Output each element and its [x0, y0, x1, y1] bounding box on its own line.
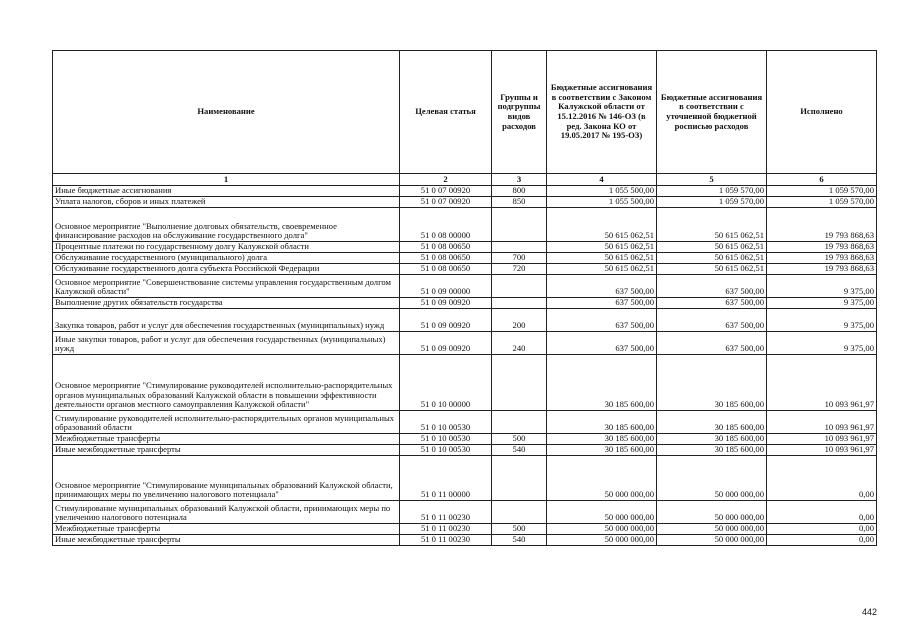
table-row	[53, 535, 877, 546]
table-row	[53, 208, 877, 242]
row-law-allocation: 1 055 500,00	[547, 186, 657, 197]
row-executed: 10 093 961,97	[767, 445, 877, 456]
table-row	[53, 186, 877, 197]
row-name: Основное мероприятие "Выполнение долговых обязательств, своевременное финансирование расходов на обслуживание государственного долга"	[53, 208, 400, 242]
row-target-article: 51 0 08 00650	[400, 242, 492, 253]
row-schedule-allocation: 50 615 062,51	[657, 253, 767, 264]
row-executed: 9 375,00	[767, 298, 877, 309]
row-law-allocation: 30 185 600,00	[547, 445, 657, 456]
row-schedule-allocation: 30 185 600,00	[657, 434, 767, 445]
table-body	[53, 186, 877, 546]
row-schedule-allocation: 50 000 000,00	[657, 501, 767, 524]
row-expense-group: 540	[492, 535, 547, 546]
row-law-allocation: 637 500,00	[547, 298, 657, 309]
row-name: Иные закупки товаров, работ и услуг для обеспечения государственных (муниципальных) нужд	[53, 332, 400, 355]
row-expense-group: 200	[492, 309, 547, 332]
column-number: 2	[400, 174, 492, 186]
row-target-article: 51 0 08 00000	[400, 208, 492, 242]
table-row	[53, 275, 877, 298]
row-target-article: 51 0 08 00650	[400, 253, 492, 264]
row-executed: 9 375,00	[767, 275, 877, 298]
row-target-article: 51 0 07 00920	[400, 186, 492, 197]
row-schedule-allocation: 1 059 570,00	[657, 197, 767, 208]
page-number: 442	[861, 607, 877, 617]
row-schedule-allocation: 30 185 600,00	[657, 445, 767, 456]
row-expense-group	[492, 275, 547, 298]
header-expense-groups: Группы и подгруппы видов расходов	[492, 51, 547, 174]
header-row	[53, 51, 877, 174]
row-law-allocation: 30 185 600,00	[547, 434, 657, 445]
row-law-allocation: 637 500,00	[547, 332, 657, 355]
table-row	[53, 253, 877, 264]
row-target-article: 51 0 09 00920	[400, 298, 492, 309]
row-schedule-allocation: 637 500,00	[657, 309, 767, 332]
column-number: 6	[767, 174, 877, 186]
row-target-article: 51 0 11 00000	[400, 456, 492, 501]
budget-execution-table	[52, 50, 877, 546]
row-expense-group	[492, 456, 547, 501]
header-name: Наименование	[53, 51, 400, 174]
row-target-article: 51 0 10 00530	[400, 445, 492, 456]
row-expense-group: 240	[492, 332, 547, 355]
row-law-allocation: 1 055 500,00	[547, 197, 657, 208]
row-schedule-allocation: 30 185 600,00	[657, 411, 767, 434]
row-target-article: 51 0 11 00230	[400, 524, 492, 535]
row-target-article: 51 0 07 00920	[400, 197, 492, 208]
row-executed: 10 093 961,97	[767, 434, 877, 445]
row-expense-group	[492, 411, 547, 434]
row-law-allocation: 30 185 600,00	[547, 411, 657, 434]
table-row	[53, 298, 877, 309]
row-target-article: 51 0 11 00230	[400, 535, 492, 546]
row-schedule-allocation: 50 000 000,00	[657, 535, 767, 546]
row-schedule-allocation: 637 500,00	[657, 298, 767, 309]
table-row	[53, 411, 877, 434]
row-schedule-allocation: 50 615 062,51	[657, 242, 767, 253]
row-expense-group: 700	[492, 253, 547, 264]
row-expense-group	[492, 242, 547, 253]
row-name: Основное мероприятие "Стимулирование руководителей исполнительно-распорядительных органов муниципальных образований Калужской области в повышении эффективности деятельности органов местного самоуправления Калужской области"	[53, 355, 400, 411]
row-executed: 19 793 868,63	[767, 264, 877, 275]
row-law-allocation: 50 000 000,00	[547, 524, 657, 535]
row-target-article: 51 0 10 00530	[400, 434, 492, 445]
table-row	[53, 242, 877, 253]
row-target-article: 51 0 11 00230	[400, 501, 492, 524]
row-name: Межбюджетные трансферты	[53, 434, 400, 445]
row-expense-group	[492, 208, 547, 242]
row-name: Процентные платежи по государственному долгу Калужской области	[53, 242, 400, 253]
table-row	[53, 309, 877, 332]
table-row	[53, 332, 877, 355]
row-target-article: 51 0 08 00650	[400, 264, 492, 275]
row-expense-group	[492, 298, 547, 309]
row-name: Иные бюджетные ассигнования	[53, 186, 400, 197]
row-name: Стимулирование муниципальных образований Калужской области, принимающих меры по увеличению налогового потенциала	[53, 501, 400, 524]
row-name: Обслуживание государственного долга субъекта Российской Федерации	[53, 264, 400, 275]
row-law-allocation: 50 615 062,51	[547, 242, 657, 253]
row-name: Стимулирование руководителей исполнительно-распорядительных органов муниципальных образований области	[53, 411, 400, 434]
row-executed: 10 093 961,97	[767, 411, 877, 434]
row-executed: 19 793 868,63	[767, 242, 877, 253]
row-executed: 19 793 868,63	[767, 208, 877, 242]
row-executed: 9 375,00	[767, 309, 877, 332]
header-target-article: Целевая статья	[400, 51, 492, 174]
row-schedule-allocation: 30 185 600,00	[657, 355, 767, 411]
row-schedule-allocation: 50 000 000,00	[657, 456, 767, 501]
row-executed: 0,00	[767, 535, 877, 546]
row-law-allocation: 50 615 062,51	[547, 264, 657, 275]
table-row	[53, 264, 877, 275]
row-law-allocation: 50 615 062,51	[547, 208, 657, 242]
header-executed: Исполнено	[767, 51, 877, 174]
row-expense-group: 500	[492, 524, 547, 535]
row-executed: 1 059 570,00	[767, 186, 877, 197]
column-number: 4	[547, 174, 657, 186]
row-expense-group: 500	[492, 434, 547, 445]
table-row	[53, 434, 877, 445]
row-name: Межбюджетные трансферты	[53, 524, 400, 535]
row-name: Выполнение других обязательств государства	[53, 298, 400, 309]
row-expense-group: 540	[492, 445, 547, 456]
row-expense-group: 850	[492, 197, 547, 208]
row-executed: 1 059 570,00	[767, 197, 877, 208]
row-target-article: 51 0 09 00920	[400, 309, 492, 332]
row-executed: 0,00	[767, 524, 877, 535]
row-expense-group	[492, 355, 547, 411]
row-schedule-allocation: 637 500,00	[657, 332, 767, 355]
row-law-allocation: 30 185 600,00	[547, 355, 657, 411]
row-schedule-allocation: 50 000 000,00	[657, 524, 767, 535]
row-executed: 0,00	[767, 501, 877, 524]
table-row	[53, 197, 877, 208]
table-row	[53, 445, 877, 456]
row-executed: 10 093 961,97	[767, 355, 877, 411]
row-law-allocation: 637 500,00	[547, 275, 657, 298]
row-target-article: 51 0 09 00000	[400, 275, 492, 298]
row-name: Уплата налогов, сборов и иных платежей	[53, 197, 400, 208]
row-law-allocation: 50 000 000,00	[547, 456, 657, 501]
row-expense-group	[492, 501, 547, 524]
column-number: 5	[657, 174, 767, 186]
row-schedule-allocation: 637 500,00	[657, 275, 767, 298]
row-schedule-allocation: 50 615 062,51	[657, 208, 767, 242]
row-target-article: 51 0 09 00920	[400, 332, 492, 355]
row-law-allocation: 50 000 000,00	[547, 501, 657, 524]
row-name: Основное мероприятие "Совершенствование системы управления государственным долгом Калужской области"	[53, 275, 400, 298]
row-expense-group: 720	[492, 264, 547, 275]
row-name: Иные межбюджетные трансферты	[53, 445, 400, 456]
row-executed: 19 793 868,63	[767, 253, 877, 264]
header-schedule-allocations: Бюджетные ассигнования в соответствии с уточненной бюджетной росписью расходов	[657, 51, 767, 174]
table-row	[53, 456, 877, 501]
table-row	[53, 501, 877, 524]
row-name: Иные межбюджетные трансферты	[53, 535, 400, 546]
table-row	[53, 355, 877, 411]
row-name: Основное мероприятие "Стимулирование муниципальных образований Калужской области, принимающих меры по увеличению налогового потенциала"	[53, 456, 400, 501]
row-executed: 0,00	[767, 456, 877, 501]
column-number: 1	[53, 174, 400, 186]
row-law-allocation: 50 615 062,51	[547, 253, 657, 264]
header-law-allocations: Бюджетные ассигнования в соответствии с Законом Калужской области от 15.12.2016 № 146-ОЗ (в ред. Закона КО от 19.05.2017 № 195-ОЗ)	[547, 51, 657, 174]
row-executed: 9 375,00	[767, 332, 877, 355]
row-schedule-allocation: 1 059 570,00	[657, 186, 767, 197]
row-expense-group: 800	[492, 186, 547, 197]
row-name: Обслуживание государственного (муниципального) долга	[53, 253, 400, 264]
column-number-row	[53, 174, 877, 186]
row-law-allocation: 637 500,00	[547, 309, 657, 332]
row-target-article: 51 0 10 00000	[400, 355, 492, 411]
row-target-article: 51 0 10 00530	[400, 411, 492, 434]
row-schedule-allocation: 50 615 062,51	[657, 264, 767, 275]
table-row	[53, 524, 877, 535]
row-name: Закупка товаров, работ и услуг для обеспечения государственных (муниципальных) нужд	[53, 309, 400, 332]
column-number: 3	[492, 174, 547, 186]
row-law-allocation: 50 000 000,00	[547, 535, 657, 546]
